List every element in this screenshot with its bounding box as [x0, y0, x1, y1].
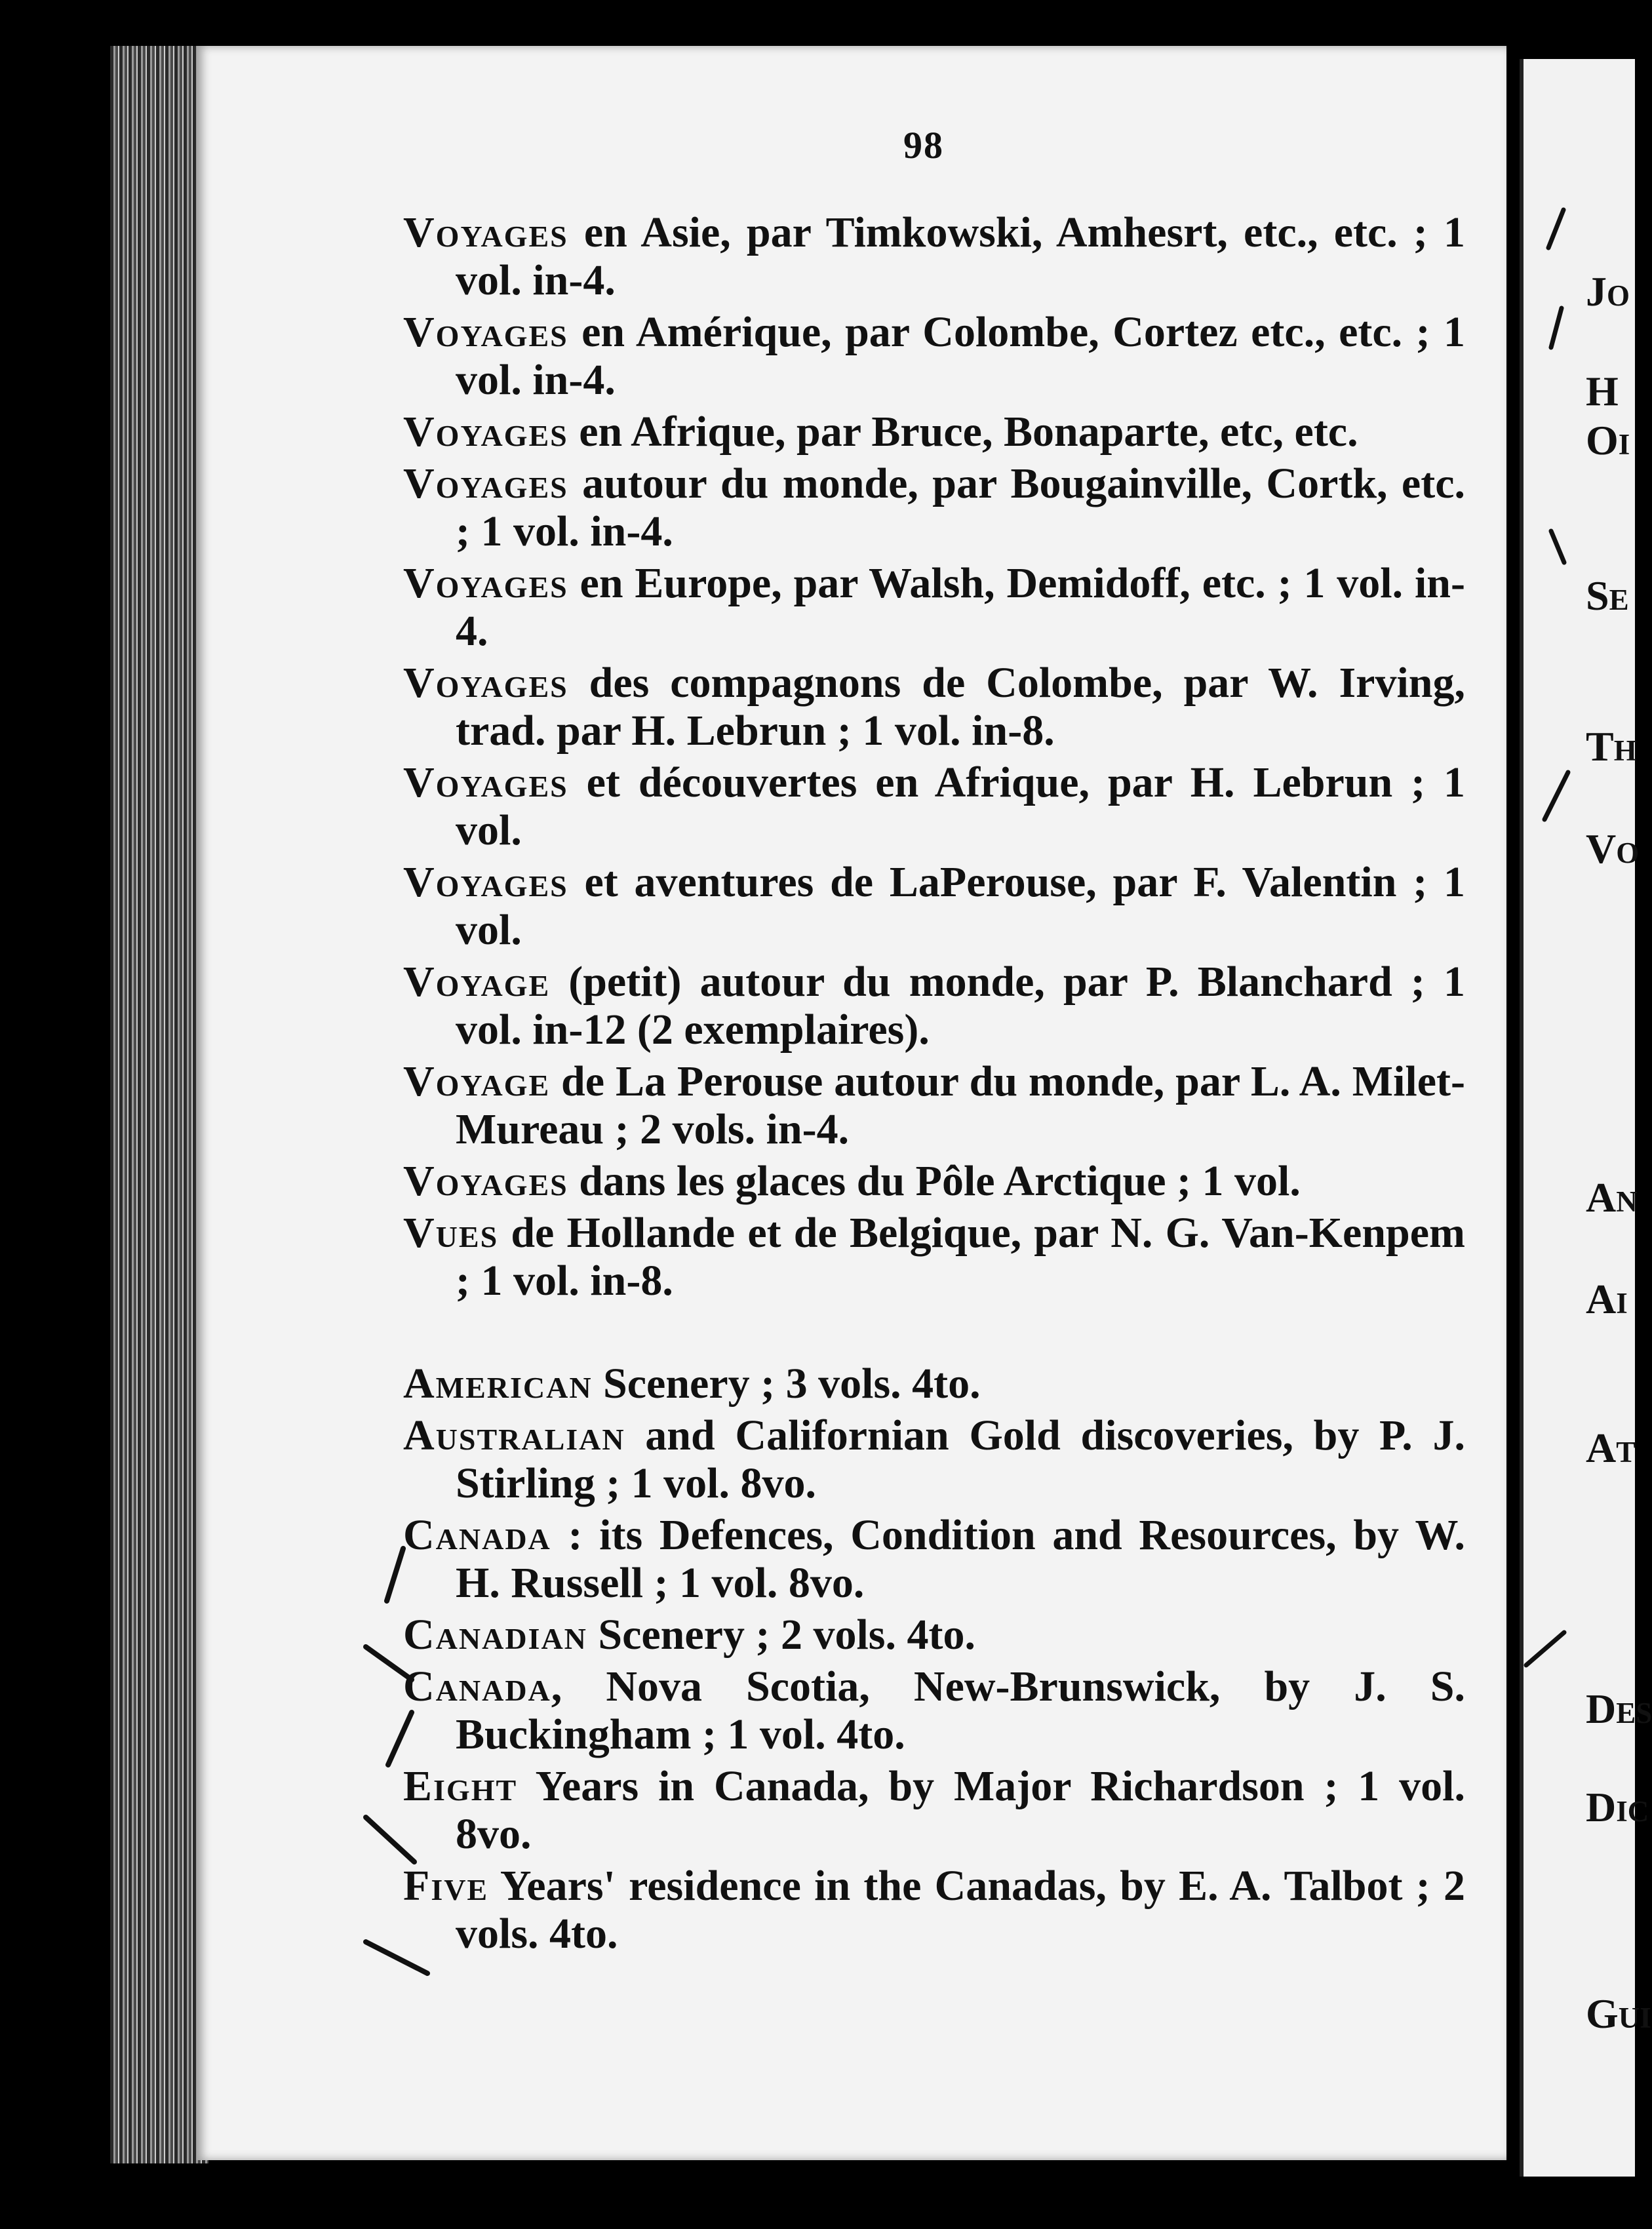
entry-text: de Hollande et de Belgique, par N. G. Van-Kenpem ; 1 vol. in-8. — [456, 1209, 1465, 1305]
entry-text: Scenery ; 3 vols. 4to. — [592, 1360, 981, 1408]
catalogue-entry — [403, 559, 1465, 655]
catalogue-entry — [403, 1157, 1465, 1205]
entry-text: en Amérique, par Colombe, Cortez etc., etc. ; 1 vol. in-4. — [456, 308, 1465, 404]
entry-text: (petit) autour du monde, par P. Blanchard ; 1 vol. in-12 (2 exemplaires). — [456, 958, 1465, 1054]
catalogue-entry — [403, 460, 1465, 555]
entry-heading: Voyage — [403, 1057, 551, 1105]
catalogue-entry — [403, 1360, 1465, 1408]
entry-text: autour du monde, par Bougainville, Cortk, etc. ; 1 vol. in-4. — [456, 460, 1465, 555]
facing-page-text: Jo — [1586, 268, 1630, 315]
catalogue-entry — [403, 408, 1465, 456]
catalogue-entry — [403, 659, 1465, 755]
entry-heading: Voyages — [403, 308, 568, 356]
facing-page-text: Ai — [1586, 1276, 1628, 1322]
facing-page-text: Oi — [1586, 417, 1630, 464]
entry-heading: Voyages — [403, 460, 568, 507]
facing-page — [1520, 59, 1652, 2177]
catalogue-entry — [403, 1209, 1465, 1305]
facing-page-text: At — [1586, 1425, 1636, 1471]
entry-heading: Vues — [403, 1209, 499, 1257]
catalogue-entry — [403, 1511, 1465, 1607]
facing-page-text: An — [1586, 1174, 1638, 1221]
entry-heading: American — [403, 1360, 593, 1408]
entry-text: des compagnons de Colombe, par W. Irving, trad. par H. Lebrun ; 1 vol. in-8. — [456, 659, 1465, 755]
catalogue-entry — [403, 1762, 1465, 1858]
entry-heading: Canada — [403, 1511, 551, 1559]
entry-text: Scenery ; 2 vols. 4to. — [587, 1611, 975, 1659]
entry-heading: Voyages — [403, 659, 568, 707]
entry-text: Years in Canada, by Major Richardson ; 1 vol. 8vo. — [456, 1762, 1465, 1858]
entry-text: Years' residence in the Canadas, by E. A. Talbot ; 2 vols. 4to. — [456, 1862, 1465, 1958]
entry-heading: Canadian — [403, 1611, 587, 1659]
facing-page-text: Dic — [1586, 1784, 1649, 1830]
entry-heading: Voyage — [403, 958, 551, 1006]
entry-heading: Canada — [403, 1663, 551, 1710]
catalogue-entry — [403, 759, 1465, 854]
catalogue-entry — [403, 1611, 1465, 1659]
facing-page-text: H — [1586, 368, 1619, 414]
page-number: 98 — [903, 124, 944, 167]
entry-text: et découvertes en Afrique, par H. Lebrun ; 1 vol. — [456, 759, 1465, 854]
entry-text: : its Defences, Condition and Resources, by W. H. Russell ; 1 vol. 8vo. — [456, 1511, 1465, 1607]
entry-text: en Europe, par Walsh, Demidoff, etc. ; 1 vol. in-4. — [456, 559, 1465, 655]
catalogue-entry — [403, 1411, 1465, 1507]
catalogue-entry — [403, 958, 1465, 1054]
facing-page-text: Des — [1586, 1686, 1652, 1732]
facing-page-text: Se — [1586, 572, 1629, 619]
entry-text: en Asie, par Timkowski, Amhesrt, etc., etc. ; 1 vol. in-4. — [456, 208, 1465, 304]
catalogue-entries — [403, 208, 1465, 1962]
entry-text: , Nova Scotia, New-Brunswick, by J. S. Buckingham ; 1 vol. 4to. — [456, 1663, 1465, 1758]
catalogue-entry — [403, 308, 1465, 404]
entry-heading: Voyages — [403, 559, 568, 607]
entry-text: and Californian Gold discoveries, by P. J. Stirling ; 1 vol. 8vo. — [456, 1411, 1465, 1507]
catalogue-entry — [403, 208, 1465, 304]
entry-heading: Australian — [403, 1411, 625, 1459]
facing-page-text: Gui — [1586, 1990, 1651, 2037]
entry-text: en Afrique, par Bruce, Bonaparte, etc, etc. — [568, 408, 1358, 456]
entry-text: et aventures de LaPerouse, par F. Valentin ; 1 vol. — [456, 858, 1465, 954]
facing-page-text: Vo — [1586, 825, 1640, 872]
entry-heading: Voyages — [403, 208, 568, 256]
catalogue-entry — [403, 1862, 1465, 1958]
facing-page-text: Th — [1586, 723, 1637, 770]
entry-heading: Voyages — [403, 759, 568, 806]
catalogue-entry — [403, 1663, 1465, 1758]
book-page-edges — [110, 46, 208, 2163]
catalogue-entry — [403, 858, 1465, 954]
section-gap — [403, 1309, 1465, 1360]
catalogue-entry — [403, 1057, 1465, 1153]
entry-text: dans les glaces du Pôle Arctique ; 1 vol. — [568, 1157, 1301, 1205]
entry-text: de La Perouse autour du monde, par L. A. Milet-Mureau ; 2 vols. in-4. — [456, 1057, 1465, 1153]
entry-heading: Voyages — [403, 408, 568, 456]
entry-heading: Eight — [403, 1762, 518, 1810]
entry-heading: Voyages — [403, 1157, 568, 1205]
entry-heading: Five — [403, 1862, 489, 1910]
entry-heading: Voyages — [403, 858, 568, 906]
